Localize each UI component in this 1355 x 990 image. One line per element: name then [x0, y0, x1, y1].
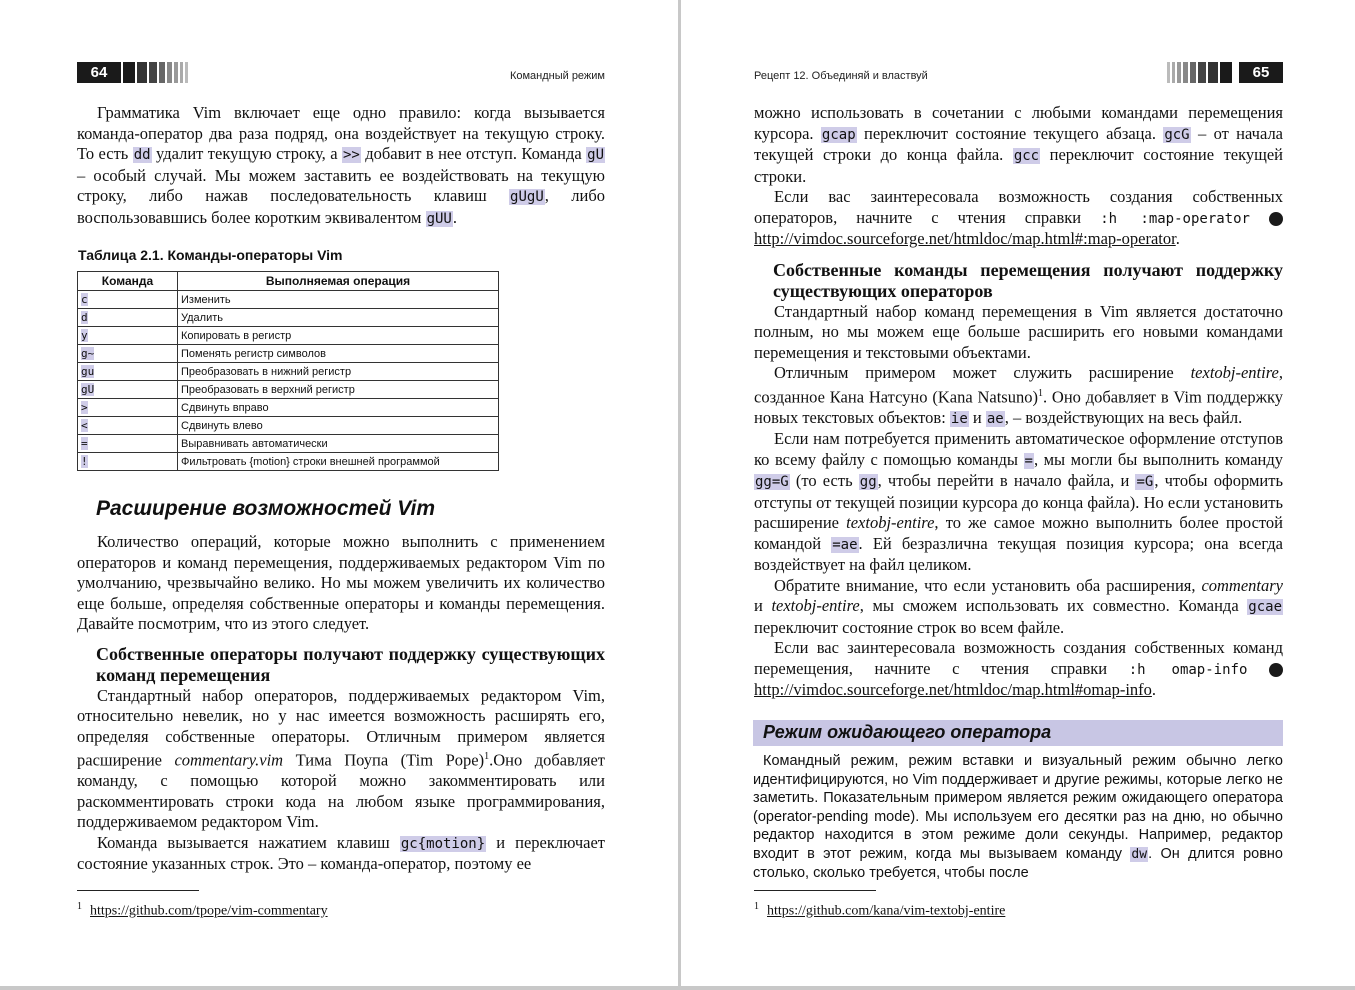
footnote: $^1$ https://github.com/kana/vim-textobj-entire: [754, 901, 1006, 919]
info-icon: i: [1269, 663, 1283, 677]
help-link[interactable]: http://vimdoc.sourceforge.net/htmldoc/map.html#omap-info: [754, 680, 1152, 699]
paragraph: можно использовать в сочетании с любыми командами перемещения курсора. gcap переключит состояние текущего абзаца. gcG – от начала текущей строки до конца файла. gcc переключит состояние текущей строки.: [754, 103, 1283, 186]
sidebar-heading: Режим ожидающего оператора: [763, 722, 1052, 742]
left-page: [0, 0, 678, 986]
page-number-decoration: [123, 62, 188, 83]
inline-code: gUU: [426, 210, 452, 227]
inline-code: gcap: [821, 126, 856, 143]
inline-code: gU: [587, 147, 604, 163]
help-command: :h omap-info: [1128, 661, 1248, 678]
section-heading: Собственные команды перемещения получают поддержку существующих операторов: [773, 259, 1283, 301]
help-link[interactable]: http://vimdoc.sourceforge.net/htmldoc/map.html#:map-operator: [754, 229, 1176, 248]
inline-code: =: [1024, 452, 1033, 469]
inline-code: gg: [859, 474, 877, 490]
extension-text: [77, 532, 605, 875]
page-number: 65: [1239, 62, 1283, 83]
operators-table: [77, 271, 499, 471]
table-header-operation: Выполняемая операция: [178, 272, 499, 291]
table-row: d Удалить: [78, 309, 499, 327]
paragraph: Отличным примером может служить расширение textobj-entire, созданное Кана Натсуно (Kana Natsuno)$^1$. Оно добавляет в Vim поддержку новых текстовых объектов: ie и ae, – воздействующих на весь файл.: [754, 363, 1284, 427]
paragraph: Если вас заинтересовала возможность создания собственных команд перемещения, начните с чтения справки :h omap-info i http://vimdoc.sourceforge.net/htmldoc/map.html#omap-info.: [754, 638, 1293, 699]
footnote-link[interactable]: https://github.com/tpope/vim-commentary: [90, 903, 328, 919]
paragraph: Если вас заинтересовала возможность создания собственных операторов, начните с чтения справки :h :map-operator i http://vimdoc.sourceforge.net/htmldoc/map.html#:map-operator.: [754, 187, 1293, 248]
inline-code: ae: [986, 410, 1004, 427]
footnote-link[interactable]: https://github.com/kana/vim-textobj-entire: [767, 903, 1006, 919]
table-header-command: Команда: [78, 272, 178, 291]
inline-code: dw: [1131, 846, 1148, 862]
inline-code: =G: [1136, 474, 1154, 490]
table-row: g~ Поменять регистр символов: [78, 345, 499, 363]
table-row: y Копировать в регистр: [78, 327, 499, 345]
inline-code: gUgU: [510, 189, 544, 205]
table-row: gU Преобразовать в верхний регистр: [78, 381, 499, 399]
info-icon: i: [1269, 212, 1283, 226]
sidebar-banner: [753, 720, 1283, 746]
paragraph: Количество операций, которые можно выполнить с применением операторов и команд перемещения, поддерживаемых редактором Vim по умолчанию, чрезвычайно велико. Но мы можем увеличить их количество еще больше, определяя собственные операторы и команды перемещения. Давайте посмотрим, что из этого следует.: [77, 532, 605, 633]
inline-code: gcc: [1013, 148, 1040, 164]
footnote-rule: [754, 890, 876, 891]
intro-paragraph: Грамматика Vim включает еще одно правило: когда вызывается команда-оператор два раза подряд, она воздействует на текущую строку. То есть dd удалит текущую строку, а >> добавит в нее отступ. Команда gU – особый случай. Мы можем заставить ее воздействовать на текущую строку, либо нажав последовательность клавиш gUgU, либо воспользовавшись более коротким эквивалентом gUU.: [77, 103, 605, 227]
inline-code: gcG: [1164, 126, 1190, 143]
footnote: $^1$ https://github.com/tpope/vim-commentary: [77, 901, 328, 919]
inline-code: gg=G: [755, 474, 789, 490]
table-row: = Выравнивать автоматически: [78, 435, 499, 453]
running-head: Командный режим: [509, 70, 605, 82]
inline-code: dd: [133, 147, 151, 163]
paragraph: Стандартный набор операторов, поддерживаемых редактором Vim, относительно невелик, но у нас имеется возможность расширять его, определяя собственные операторы. Отличным примером является расширение commentary.vim Тима Поупа (Tim Pope)$^1$.Оно добавляет команду, с помощью которой можно закомментировать или раскомментировать строки кода на любом языке программирования, поддерживаемом редактором Vim.: [77, 685, 605, 831]
paragraph: Обратите внимание, что если установить оба расширения, commentary и textobj-entire, мы сможем использовать их совместно. Команда gcae переключит состояние строк во всем файле.: [754, 575, 1283, 637]
table-caption: Таблица 2.1. Команды-операторы Vim: [78, 247, 343, 263]
table-row: gu Преобразовать в нижний регистр: [78, 363, 499, 381]
inline-code: =ae: [832, 536, 858, 553]
paragraph: Стандартный набор команд перемещения в Vim является достаточно полным, но мы можем еще больше расширить его новыми командами перемещения и текстовыми объектами.: [754, 301, 1283, 362]
table-row: < Сдвинуть влево: [78, 417, 499, 435]
table-row: ! Фильтровать {motion} строки внешней программой: [78, 453, 499, 471]
section-heading: Собственные операторы получают поддержку существующих команд перемещения: [96, 643, 605, 685]
inline-code: >>: [342, 147, 360, 163]
page-number-decoration: [1167, 62, 1232, 83]
footnote-rule: [77, 890, 199, 891]
chapter-heading: Расширение возможностей Vim: [96, 497, 436, 520]
inline-code: gcae: [1248, 599, 1282, 615]
sidebar-text: Командный режим, режим вставки и визуальный режим обычно легко идентифицируются, но Vim поддерживает и другие режимы, которые легко не заметить. Показательным примером является режим ожидающего оператора (operator-pending mode). Мы используем его десятки раз на дню, но обычно редактор находится в этом режиме доли секунды. Например, редактор входит в этот режим, когда мы вызываем команду dw. Он длится ровно столько, сколько требуется, чтобы после: [753, 753, 1283, 881]
table-row: c Изменить: [78, 291, 499, 309]
help-command: :h :map-operator: [1100, 210, 1250, 227]
paragraph: Команда вызывается нажатием клавиш gc{motion} и переключает состояние указанных строк. Это – команда-оператор, поэтому ее: [77, 832, 605, 873]
running-head: Рецепт 12. Объединяй и властвуй: [754, 70, 928, 82]
paragraph: Если нам потребуется применить автоматическое оформление отступов ко всему файлу с помощью команды =, мы могли бы выполнить команду gg=G (то есть gg, чтобы перейти в начало файла, и =G, чтобы оформить отступы от текущей позиции курсора до конца файла). Но если установить расширение textobj-entire, то же самое можно выполнить более простой командой =ae. Ей безразлична текущая позиция курсора; она всегда воздействует на файл целиком.: [754, 429, 1283, 574]
right-text-upper: [754, 103, 1293, 701]
inline-code: gc{motion}: [400, 835, 486, 852]
inline-code: ie: [950, 410, 968, 427]
table-row: > Сдвинуть вправо: [78, 399, 499, 417]
page-number: 64: [77, 62, 121, 83]
